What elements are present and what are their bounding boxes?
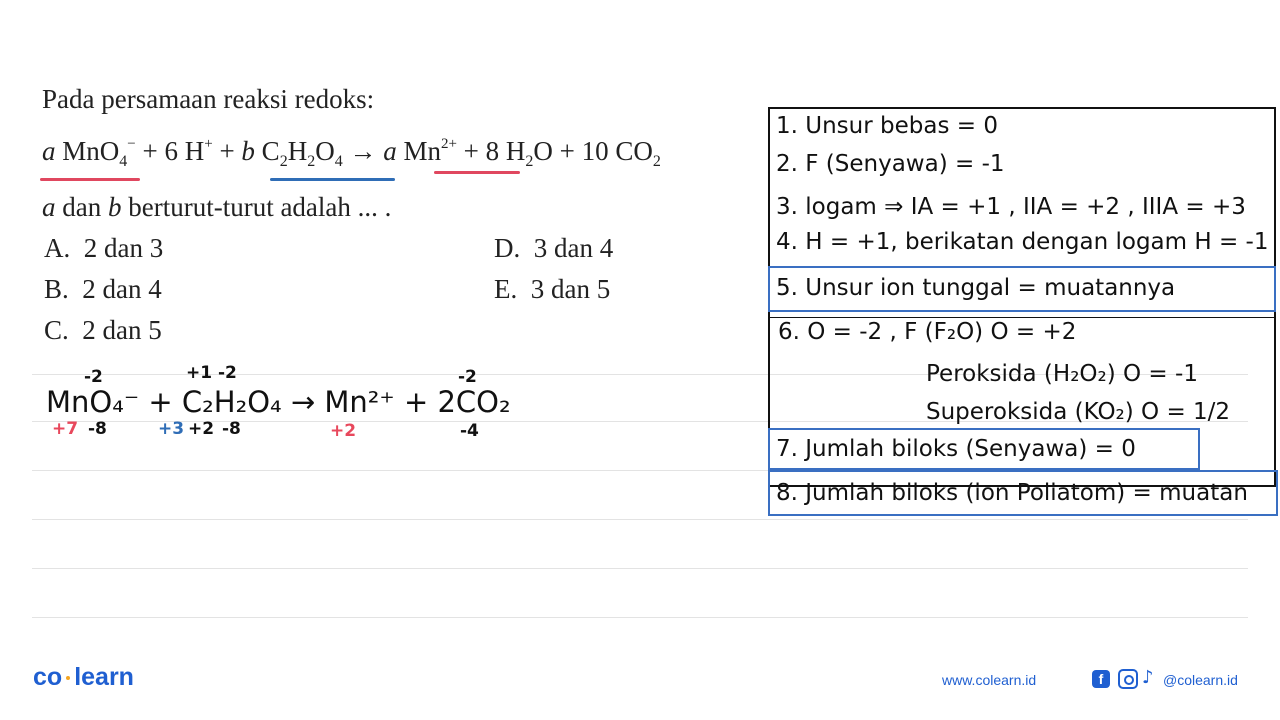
ruled-line bbox=[32, 568, 1248, 569]
coef-a1: a bbox=[42, 136, 56, 166]
rule-5: 5. Unsur ion tunggal = muatannya bbox=[776, 275, 1176, 301]
ruled-line bbox=[32, 519, 1248, 520]
rule-2: 2. F (Senyawa) = -1 bbox=[776, 151, 1005, 177]
panel-divider bbox=[770, 317, 1274, 318]
rule-4: 4. H = +1, berikatan dengan logam H = -1 bbox=[776, 229, 1269, 255]
underline-mn bbox=[434, 171, 520, 174]
rule-6-oxygen: 6. O = -2 , F (F₂O) O = +2 bbox=[778, 319, 1077, 345]
reaction-equation: a MnO$_4$− + 6 H+ + b $C_2H_2O_4 \to a$ $Mn^{2+} + 8$ $H_2O + 10$ $CO_2$ bbox=[42, 136, 661, 170]
ox-h: +2 bbox=[188, 419, 215, 439]
ox-o: -8 bbox=[222, 419, 241, 439]
rule-3: 3. logam ⇒ IA = +1 , IIA = +2 , IIIA = +3 bbox=[776, 194, 1246, 220]
option-c[interactable]: C. 2 dan 5 bbox=[44, 315, 162, 345]
option-d[interactable]: D. 3 dan 4 bbox=[494, 233, 614, 263]
rule-1: 1. Unsur bebas = 0 bbox=[776, 113, 998, 139]
coef-a2: a bbox=[383, 136, 397, 166]
ruled-line bbox=[32, 617, 1248, 618]
ox-o-in-mno4: -8 bbox=[88, 419, 107, 439]
social-handle[interactable]: @colearn.id bbox=[1163, 672, 1238, 688]
rule-6-superoksida: Superoksida (KO₂) O = 1/2 bbox=[926, 399, 1231, 425]
ox-mno4-top: -2 bbox=[84, 367, 103, 387]
tiktok-icon[interactable]: ♪ bbox=[1142, 667, 1154, 688]
ox-ch-top: +1 -2 bbox=[186, 363, 237, 383]
ox-c: +3 bbox=[158, 419, 185, 439]
rule-7-box bbox=[768, 428, 1200, 470]
ox-co2-bottom: -4 bbox=[460, 421, 479, 441]
ox-mn2: +2 bbox=[330, 421, 357, 441]
colearn-logo: co learn bbox=[33, 663, 134, 691]
option-b[interactable]: B. 2 dan 4 bbox=[44, 274, 162, 304]
instagram-icon[interactable] bbox=[1118, 669, 1138, 689]
logo-dot bbox=[66, 676, 70, 680]
option-a[interactable]: A. 2 dan 3 bbox=[44, 233, 164, 263]
website-link[interactable]: www.colearn.id bbox=[942, 672, 1037, 688]
rule-7: 7. Jumlah biloks (Senyawa) = 0 bbox=[776, 436, 1136, 462]
facebook-icon[interactable]: f bbox=[1092, 670, 1110, 688]
rule-8-box bbox=[768, 470, 1278, 516]
rule-5-box bbox=[768, 266, 1276, 312]
underline-c2h2o4 bbox=[270, 178, 395, 181]
coef-b: b bbox=[241, 136, 255, 166]
underline-mno4 bbox=[40, 178, 140, 181]
work-equation: MnO₄⁻ + C₂H₂O₄ → Mn²⁺ + 2CO₂ bbox=[46, 385, 511, 419]
ox-mn-in-mno4: +7 bbox=[52, 419, 79, 439]
rule-6-peroksida: Peroksida (H₂O₂) O = -1 bbox=[926, 361, 1198, 387]
ox-co2-top: -2 bbox=[458, 367, 477, 387]
option-e[interactable]: E. 3 dan 5 bbox=[494, 274, 611, 304]
rule-8: 8. Jumlah biloks (ion Poliatom) = muatan bbox=[776, 480, 1248, 506]
question-prompt: a dan b berturut-turut adalah ... . bbox=[42, 192, 392, 222]
question-intro: Pada persamaan reaksi redoks: bbox=[42, 84, 375, 114]
